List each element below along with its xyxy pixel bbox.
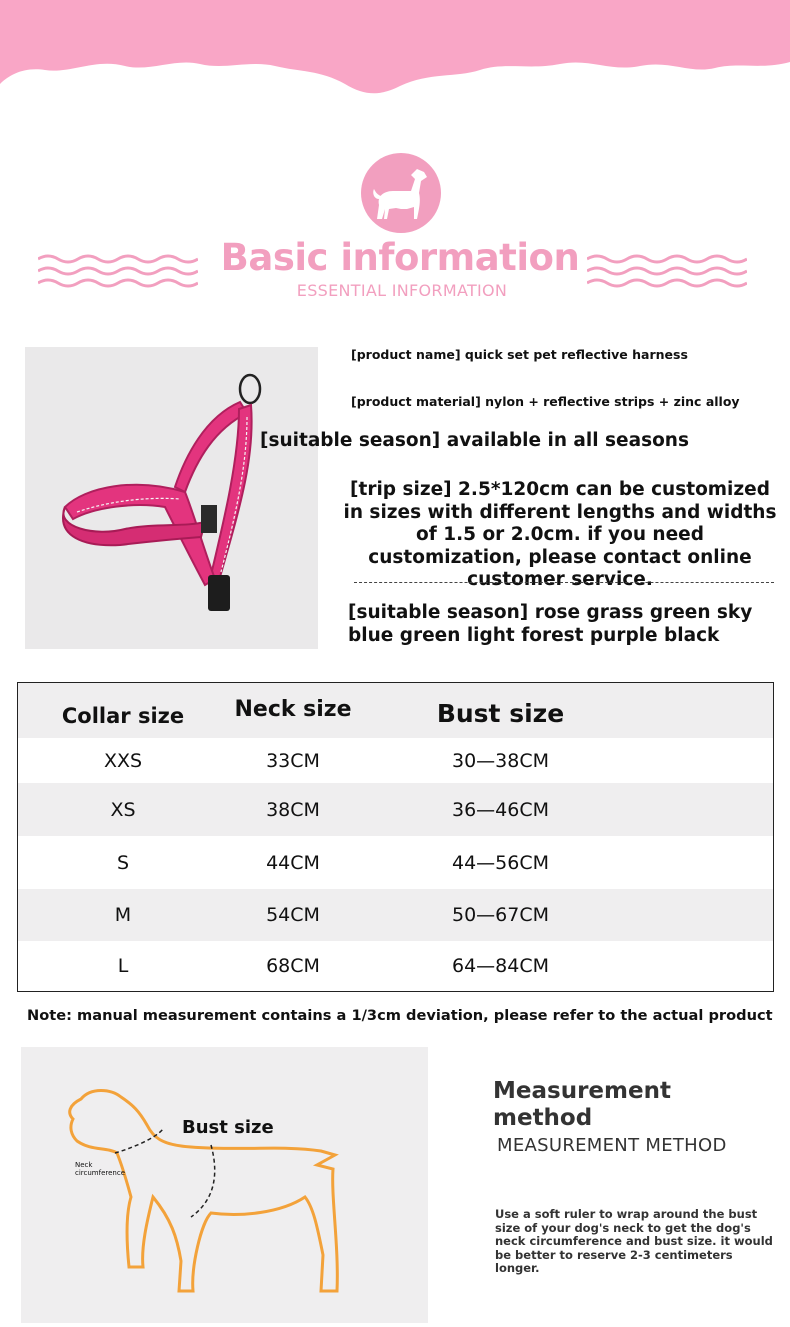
page-title: Basic information [220,236,580,279]
neck-circumference-label: Neck circumference [75,1161,126,1177]
cell-collar: L [117,955,129,977]
table-row [18,738,773,783]
product-photo [25,347,318,649]
dog-icon [361,153,441,233]
cell-neck: 33CM [266,749,320,772]
cell-bust: 50—67CM [451,904,549,926]
table-row [18,889,773,941]
dog-outline-diagram [21,1047,428,1323]
cell-collar: XXS [103,749,143,772]
measurement-title: Measurement method [493,1078,671,1131]
trip-size: [trip size] 2.5*120cm can be customized in sizes with different lengths and widths of 1.5 or 2.0cm. if you need customization, please contact online customer service. [343,479,777,590]
cell-neck: 68CM [266,955,320,977]
table-row [18,941,773,991]
dashed-divider [354,582,774,583]
product-material: [product material] nylon + reflective strips + zinc alloy [351,394,740,409]
cell-neck: 38CM [266,798,320,821]
size-table [17,682,774,992]
header-bust-size: Bust size [436,699,565,728]
cell-bust: 36—46CM [451,798,549,821]
cell-bust: 44—56CM [451,851,549,874]
table-row [18,836,773,889]
table-header-row [18,683,773,738]
cell-neck: 44CM [266,851,320,874]
top-wave-banner [0,0,790,100]
bust-size-label: Bust size [182,1117,274,1138]
measurement-note: Note: manual measurement contains a 1/3cm deviation, please refer to the actual product [27,1007,773,1024]
header-neck-size: Neck size [234,697,352,722]
available-colors: [suitable season] rose grass green sky blue green light forest purple black [348,602,753,646]
page-subtitle: ESSENTIAL INFORMATION [296,281,508,300]
header-collar-size: Collar size [61,703,185,728]
measurement-description: Use a soft ruler to wrap around the bust size of your dog's neck to get the dog's neck circumference and bust size. it would be better to reserve 2-3 centimeters longer. [495,1207,773,1275]
cell-bust: 64—84CM [451,955,549,977]
cell-neck: 54CM [266,904,320,926]
product-name: [product name] quick set pet reflective harness [351,347,688,362]
cell-collar: M [114,904,132,926]
measurement-subtitle: MEASUREMENT METHOD [497,1135,727,1156]
harness-illustration [25,347,318,649]
table-row [18,783,773,836]
suitable-season: [suitable season] available in all seasons [260,430,689,451]
cell-collar: XS [110,798,136,821]
cell-bust: 30—38CM [451,749,549,772]
measurement-illustration [21,1047,428,1323]
cell-collar: S [116,851,130,874]
